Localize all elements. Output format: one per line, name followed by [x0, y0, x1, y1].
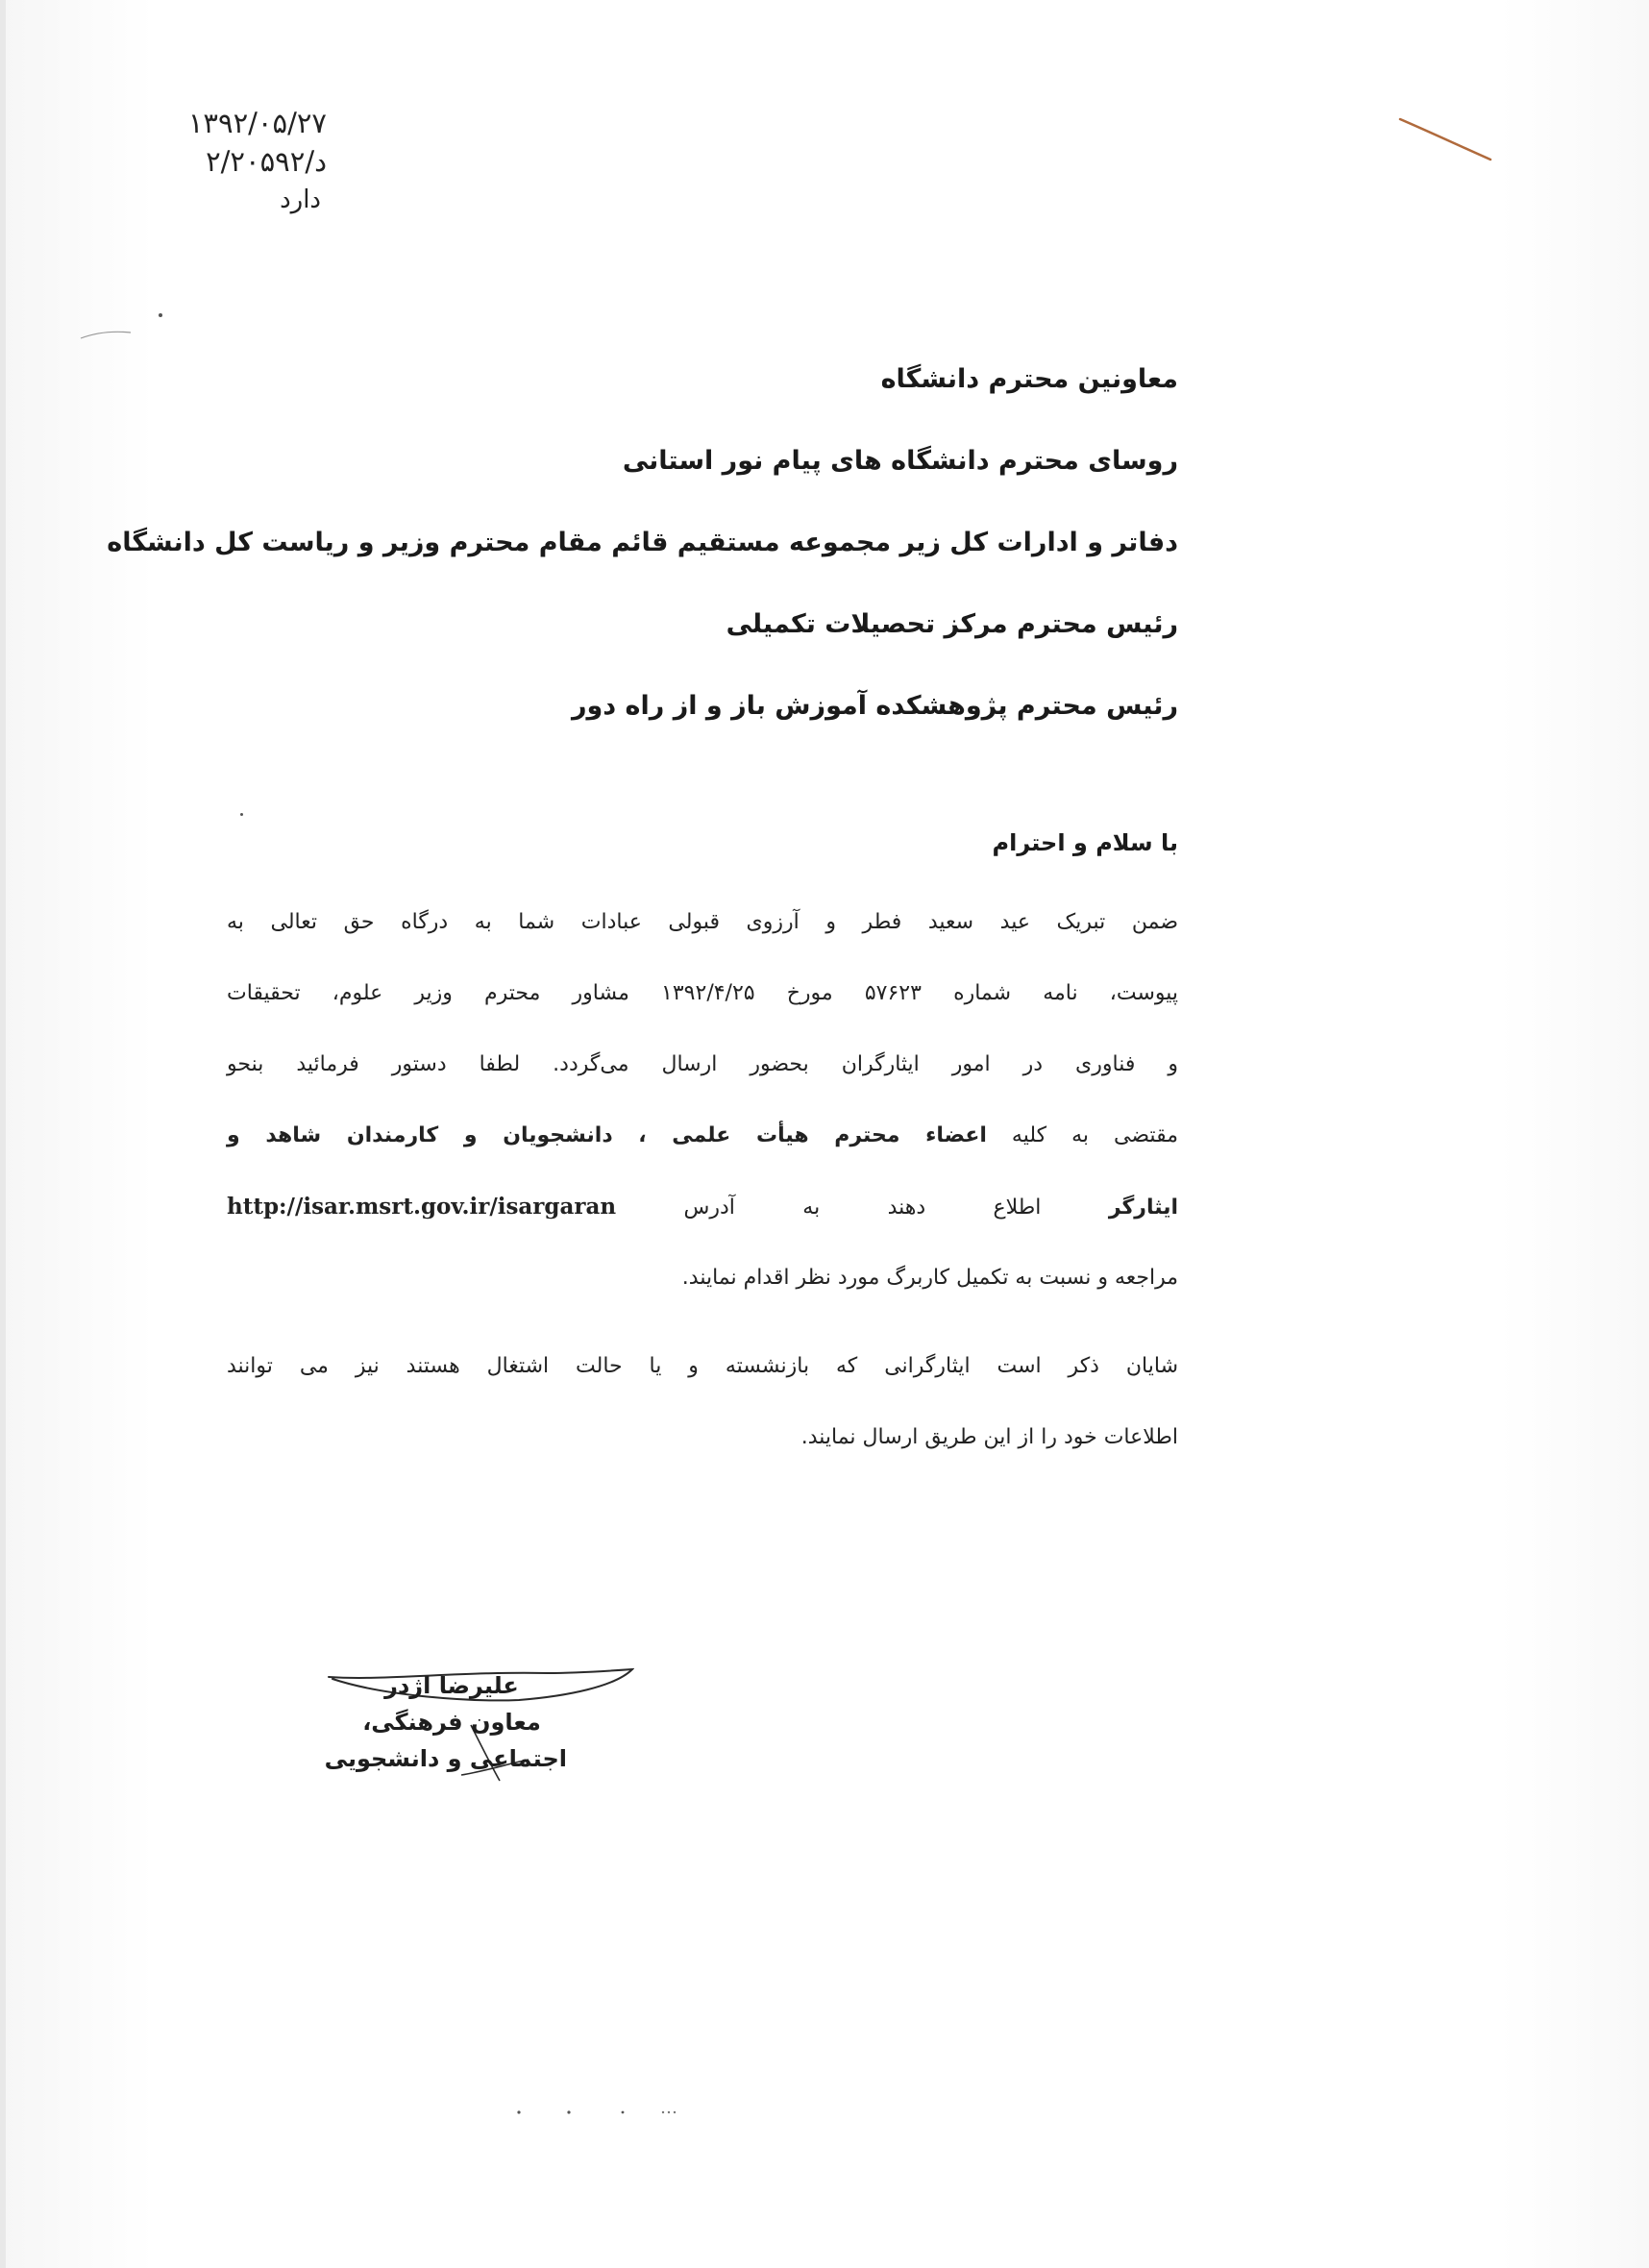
scan-speck: [240, 813, 243, 816]
pen-stroke-mark: [1398, 113, 1494, 171]
signatory-title: معاون فرهنگی،: [362, 1709, 541, 1736]
body-line: شایان ذکر است ایثارگرانی که بازنشسته و یا حالت اشتغال هستند نیز می توانند: [227, 1354, 1178, 1378]
recipient-line: رئیس محترم پژوهشکده آموزش باز و از راه دور: [571, 691, 1178, 721]
signatory-name: علیرضا اژدر: [384, 1672, 519, 1699]
paragraph-gap: [227, 1335, 1178, 1352]
body-line: [227, 1193, 1178, 1264]
body-line: ضمن تبریک عید سعید فطر و آرزوی قبولی عبادات شما به درگاه حق تعالی به: [227, 910, 1178, 934]
body-text-segment: اطلاع دهند به آدرس: [683, 1196, 1042, 1220]
recipient-line: معاونین محترم دانشگاه: [880, 364, 1178, 394]
scan-speck: [159, 313, 162, 317]
letter-header: [144, 104, 327, 219]
website-url[interactable]: http://isar.msrt.gov.ir/isargaran: [227, 1194, 617, 1220]
scan-artifact-mark: [77, 325, 135, 344]
greeting: با سلام و احترام: [992, 829, 1178, 856]
signatory-details: [324, 1667, 567, 1777]
letter-body: [227, 908, 1178, 1494]
recipients-list: [107, 364, 1178, 774]
letter-date: ۱۳۹۲/۰۵/۲۷: [187, 107, 327, 139]
letter-number: د/۲/۲۰۵۹۲: [206, 145, 327, 178]
scan-artifact-dots: [509, 2107, 701, 2118]
recipient-line: دفاتر و ادارات کل زیر مجموعه مستقیم قائم مقام محترم وزیر و ریاست کل دانشگاه: [107, 528, 1178, 557]
body-line: [227, 1122, 1178, 1193]
body-emphasis: ایثارگر: [1108, 1196, 1178, 1220]
body-line: پیوست، نامه شماره ۵۷۶۲۳ مورخ ۱۳۹۲/۴/۲۵ مشاور محترم وزیر علوم، تحقیقات: [227, 981, 1179, 1005]
body-text-segment: مقتضی به کلیه: [1011, 1123, 1178, 1147]
recipient-line: روسای محترم دانشگاه های پیام نور استانی: [622, 446, 1178, 476]
body-line: مراجعه و نسبت به تکمیل کاربرگ مورد نظر اقدام نمایند.: [681, 1266, 1178, 1290]
body-line: اطلاعات خود را از این طریق ارسال نمایند.: [800, 1425, 1178, 1449]
body-emphasis: اعضاء محترم هیأت علمی ، دانشجویان و کارمندان شاهد و: [227, 1123, 987, 1147]
recipient-line: رئیس محترم مرکز تحصیلات تکمیلی: [726, 609, 1178, 639]
body-line: و فناوری در امور ایثارگران بحضور ارسال می‌گردد. لطفا دستور فرمائید بنحو: [227, 1052, 1178, 1076]
attachment-status: دارد: [280, 185, 321, 214]
signatory-title: اجتماعی و دانشجویی: [324, 1745, 567, 1772]
signature-block: [324, 1667, 615, 1802]
scan-edge: [0, 0, 6, 2268]
